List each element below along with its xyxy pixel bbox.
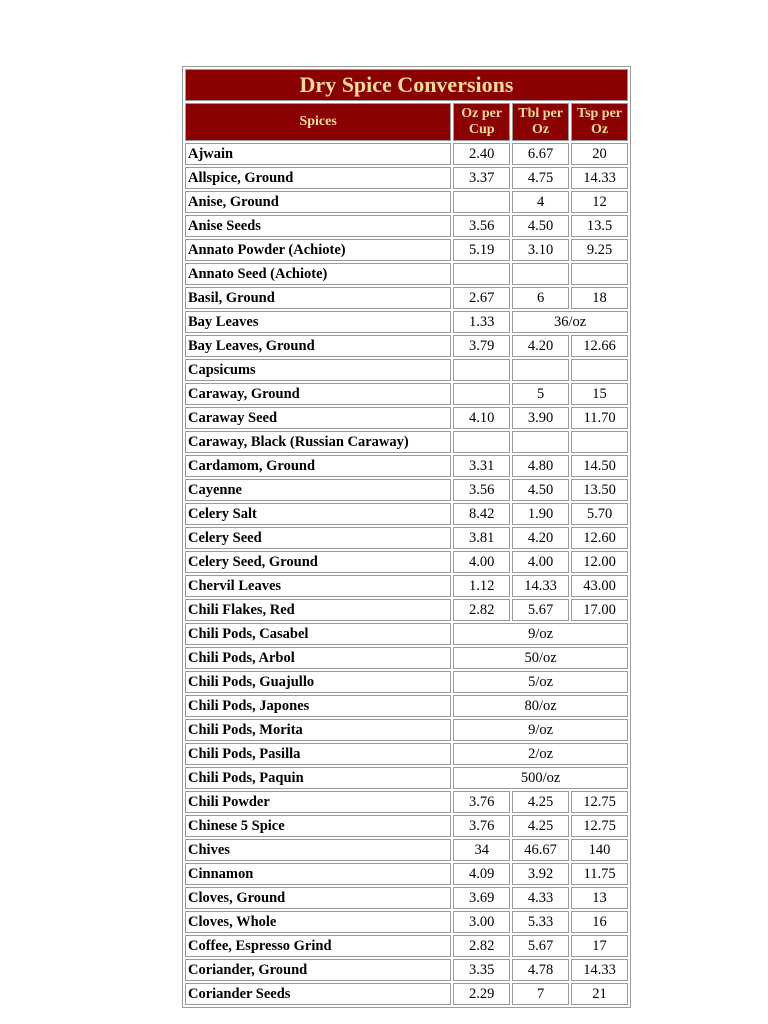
- tbl-per-oz-cell: 6: [512, 287, 569, 309]
- spice-count-per-oz: 9/oz: [453, 623, 628, 645]
- header-oz-per-cup: Oz per Cup: [453, 103, 510, 141]
- table-row: [185, 455, 628, 477]
- table-body: [185, 143, 628, 1005]
- tsp-per-oz-cell: 12.00: [571, 551, 628, 573]
- spice-name: Annato Powder (Achiote): [185, 239, 451, 261]
- oz-per-cup-cell: 3.00: [453, 911, 510, 933]
- table-title: Dry Spice Conversions: [185, 69, 628, 101]
- tbl-per-oz-cell: 1.90: [512, 503, 569, 525]
- table-row: [185, 431, 628, 453]
- oz-per-cup-cell: [453, 359, 510, 381]
- header-spices: Spices: [185, 103, 451, 141]
- oz-per-cup-cell: 3.56: [453, 479, 510, 501]
- spice-name: Coriander, Ground: [185, 959, 451, 981]
- table-row: [185, 863, 628, 885]
- spice-name: Celery Seed: [185, 527, 451, 549]
- spice-name: Chili Pods, Guajullo: [185, 671, 451, 693]
- oz-per-cup-cell: 3.56: [453, 215, 510, 237]
- spice-name: Chervil Leaves: [185, 575, 451, 597]
- oz-per-cup-cell: [453, 191, 510, 213]
- tsp-per-oz-cell: 13.5: [571, 215, 628, 237]
- tsp-per-oz-cell: 12.75: [571, 815, 628, 837]
- spice-name: Cloves, Whole: [185, 911, 451, 933]
- spice-name: Cloves, Ground: [185, 887, 451, 909]
- spice-name: Chili Pods, Paquin: [185, 767, 451, 789]
- table-row: [185, 767, 628, 789]
- tbl-per-oz-cell: 4: [512, 191, 569, 213]
- spice-count-per-oz: 9/oz: [453, 719, 628, 741]
- oz-per-cup-cell: 2.40: [453, 143, 510, 165]
- tbl-per-oz-cell: [512, 263, 569, 285]
- table-row: [185, 527, 628, 549]
- tbl-per-oz-cell: 4.50: [512, 215, 569, 237]
- table-row: [185, 839, 628, 861]
- tbl-per-oz-cell: 3.92: [512, 863, 569, 885]
- spice-name: Caraway, Black (Russian Caraway): [185, 431, 451, 453]
- spice-name: Anise, Ground: [185, 191, 451, 213]
- tbl-per-oz-cell: 4.33: [512, 887, 569, 909]
- tsp-per-oz-cell: 17: [571, 935, 628, 957]
- table-row: [185, 479, 628, 501]
- tbl-per-oz-cell: 5.33: [512, 911, 569, 933]
- spice-name: Chili Powder: [185, 791, 451, 813]
- tsp-per-oz-cell: 20: [571, 143, 628, 165]
- spice-name: Chinese 5 Spice: [185, 815, 451, 837]
- tbl-per-oz-cell: 4.25: [512, 791, 569, 813]
- oz-per-cup-cell: 3.76: [453, 791, 510, 813]
- tsp-per-oz-cell: 14.50: [571, 455, 628, 477]
- tsp-per-oz-cell: [571, 263, 628, 285]
- oz-per-cup-cell: [453, 383, 510, 405]
- spice-name: Coriander Seeds: [185, 983, 451, 1005]
- table-row: [185, 815, 628, 837]
- tsp-per-oz-cell: 13.50: [571, 479, 628, 501]
- oz-per-cup-cell: 3.35: [453, 959, 510, 981]
- oz-per-cup-cell: 3.76: [453, 815, 510, 837]
- spice-name: Coffee, Espresso Grind: [185, 935, 451, 957]
- table-row: [185, 503, 628, 525]
- tbl-per-oz-cell: 4.25: [512, 815, 569, 837]
- spice-name: Chili Flakes, Red: [185, 599, 451, 621]
- table-row: [185, 935, 628, 957]
- oz-per-cup-cell: 1.12: [453, 575, 510, 597]
- tsp-per-oz-cell: 11.70: [571, 407, 628, 429]
- oz-per-cup-cell: 8.42: [453, 503, 510, 525]
- table-row: [185, 383, 628, 405]
- spice-name: Chili Pods, Casabel: [185, 623, 451, 645]
- spice-name: Caraway Seed: [185, 407, 451, 429]
- oz-per-cup-cell: 2.67: [453, 287, 510, 309]
- spice-name: Basil, Ground: [185, 287, 451, 309]
- tbl-per-oz-cell: [512, 359, 569, 381]
- table-row: [185, 311, 628, 333]
- tbl-per-oz-cell: 5.67: [512, 599, 569, 621]
- table-row: [185, 167, 628, 189]
- spice-count-per-oz: 500/oz: [453, 767, 628, 789]
- tsp-per-oz-cell: 5.70: [571, 503, 628, 525]
- tsp-per-oz-cell: 17.00: [571, 599, 628, 621]
- tsp-per-oz-cell: 12.60: [571, 527, 628, 549]
- table-row: [185, 671, 628, 693]
- spice-name: Chili Pods, Japones: [185, 695, 451, 717]
- table-row: [185, 551, 628, 573]
- oz-per-cup-cell: 3.31: [453, 455, 510, 477]
- tbl-per-oz-cell: 4.00: [512, 551, 569, 573]
- tbl-per-oz-cell: 4.78: [512, 959, 569, 981]
- table-row: [185, 407, 628, 429]
- table-row: [185, 239, 628, 261]
- table-row: [185, 143, 628, 165]
- tsp-per-oz-cell: 18: [571, 287, 628, 309]
- tsp-per-oz-cell: 15: [571, 383, 628, 405]
- tbl-per-oz-cell: 7: [512, 983, 569, 1005]
- tsp-per-oz-cell: 12.66: [571, 335, 628, 357]
- table-row: [185, 287, 628, 309]
- table-row: [185, 623, 628, 645]
- oz-per-cup-cell: [453, 263, 510, 285]
- oz-per-cup-cell: [453, 431, 510, 453]
- table-row: [185, 695, 628, 717]
- oz-per-cup-cell: 4.09: [453, 863, 510, 885]
- tsp-per-oz-cell: 16: [571, 911, 628, 933]
- oz-per-cup-cell: 2.82: [453, 599, 510, 621]
- spice-count-per-oz: 5/oz: [453, 671, 628, 693]
- table-row: [185, 959, 628, 981]
- spice-name: Allspice, Ground: [185, 167, 451, 189]
- tbl-per-oz-cell: 4.20: [512, 335, 569, 357]
- spice-name: Caraway, Ground: [185, 383, 451, 405]
- oz-per-cup-cell: 2.29: [453, 983, 510, 1005]
- oz-per-cup-cell: 34: [453, 839, 510, 861]
- spice-name: Cardamom, Ground: [185, 455, 451, 477]
- oz-per-cup-cell: 2.82: [453, 935, 510, 957]
- tbl-per-oz-cell: 4.75: [512, 167, 569, 189]
- tsp-per-oz-cell: 21: [571, 983, 628, 1005]
- tsp-per-oz-cell: [571, 431, 628, 453]
- table-row: [185, 719, 628, 741]
- tbl-per-oz-cell: 46.67: [512, 839, 569, 861]
- tbl-per-oz-cell: 4.80: [512, 455, 569, 477]
- header-tsp-per-oz: Tsp per Oz: [571, 103, 628, 141]
- spice-count-per-oz: 36/oz: [512, 311, 628, 333]
- table-row: [185, 335, 628, 357]
- tbl-per-oz-cell: 6.67: [512, 143, 569, 165]
- oz-per-cup-cell: 1.33: [453, 311, 510, 333]
- table-row: [185, 263, 628, 285]
- tbl-per-oz-cell: [512, 431, 569, 453]
- table-row: [185, 887, 628, 909]
- table-row: [185, 215, 628, 237]
- spice-name: Bay Leaves: [185, 311, 451, 333]
- table-row: [185, 911, 628, 933]
- tbl-per-oz-cell: 4.20: [512, 527, 569, 549]
- spice-name: Chili Pods, Pasilla: [185, 743, 451, 765]
- tsp-per-oz-cell: 12: [571, 191, 628, 213]
- spice-name: Celery Seed, Ground: [185, 551, 451, 573]
- spice-name: Ajwain: [185, 143, 451, 165]
- table-row: [185, 359, 628, 381]
- table-row: [185, 575, 628, 597]
- table-row: [185, 743, 628, 765]
- tsp-per-oz-cell: [571, 359, 628, 381]
- tbl-per-oz-cell: 5.67: [512, 935, 569, 957]
- spice-name: Chives: [185, 839, 451, 861]
- oz-per-cup-cell: 3.69: [453, 887, 510, 909]
- tbl-per-oz-cell: 3.90: [512, 407, 569, 429]
- tsp-per-oz-cell: 9.25: [571, 239, 628, 261]
- spice-count-per-oz: 2/oz: [453, 743, 628, 765]
- tsp-per-oz-cell: 140: [571, 839, 628, 861]
- tsp-per-oz-cell: 14.33: [571, 959, 628, 981]
- spice-name: Anise Seeds: [185, 215, 451, 237]
- tsp-per-oz-cell: 12.75: [571, 791, 628, 813]
- table-row: [185, 599, 628, 621]
- tsp-per-oz-cell: 13: [571, 887, 628, 909]
- tbl-per-oz-cell: 3.10: [512, 239, 569, 261]
- oz-per-cup-cell: 3.79: [453, 335, 510, 357]
- spice-conversion-table: [182, 66, 631, 1008]
- spice-name: Celery Salt: [185, 503, 451, 525]
- spice-name: Bay Leaves, Ground: [185, 335, 451, 357]
- table-row: [185, 791, 628, 813]
- oz-per-cup-cell: 3.37: [453, 167, 510, 189]
- spice-name: Chili Pods, Morita: [185, 719, 451, 741]
- spice-conversion-table-wrapper: [182, 66, 631, 1008]
- spice-name: Chili Pods, Arbol: [185, 647, 451, 669]
- spice-name: Cayenne: [185, 479, 451, 501]
- spice-count-per-oz: 80/oz: [453, 695, 628, 717]
- oz-per-cup-cell: 4.10: [453, 407, 510, 429]
- table-row: [185, 191, 628, 213]
- tbl-per-oz-cell: 4.50: [512, 479, 569, 501]
- header-tbl-per-oz: Tbl per Oz: [512, 103, 569, 141]
- spice-count-per-oz: 50/oz: [453, 647, 628, 669]
- spice-name: Capsicums: [185, 359, 451, 381]
- oz-per-cup-cell: 3.81: [453, 527, 510, 549]
- tsp-per-oz-cell: 43.00: [571, 575, 628, 597]
- tsp-per-oz-cell: 11.75: [571, 863, 628, 885]
- tbl-per-oz-cell: 14.33: [512, 575, 569, 597]
- table-row: [185, 983, 628, 1005]
- oz-per-cup-cell: 5.19: [453, 239, 510, 261]
- table-row: [185, 647, 628, 669]
- oz-per-cup-cell: 4.00: [453, 551, 510, 573]
- spice-name: Cinnamon: [185, 863, 451, 885]
- spice-name: Annato Seed (Achiote): [185, 263, 451, 285]
- tsp-per-oz-cell: 14.33: [571, 167, 628, 189]
- tbl-per-oz-cell: 5: [512, 383, 569, 405]
